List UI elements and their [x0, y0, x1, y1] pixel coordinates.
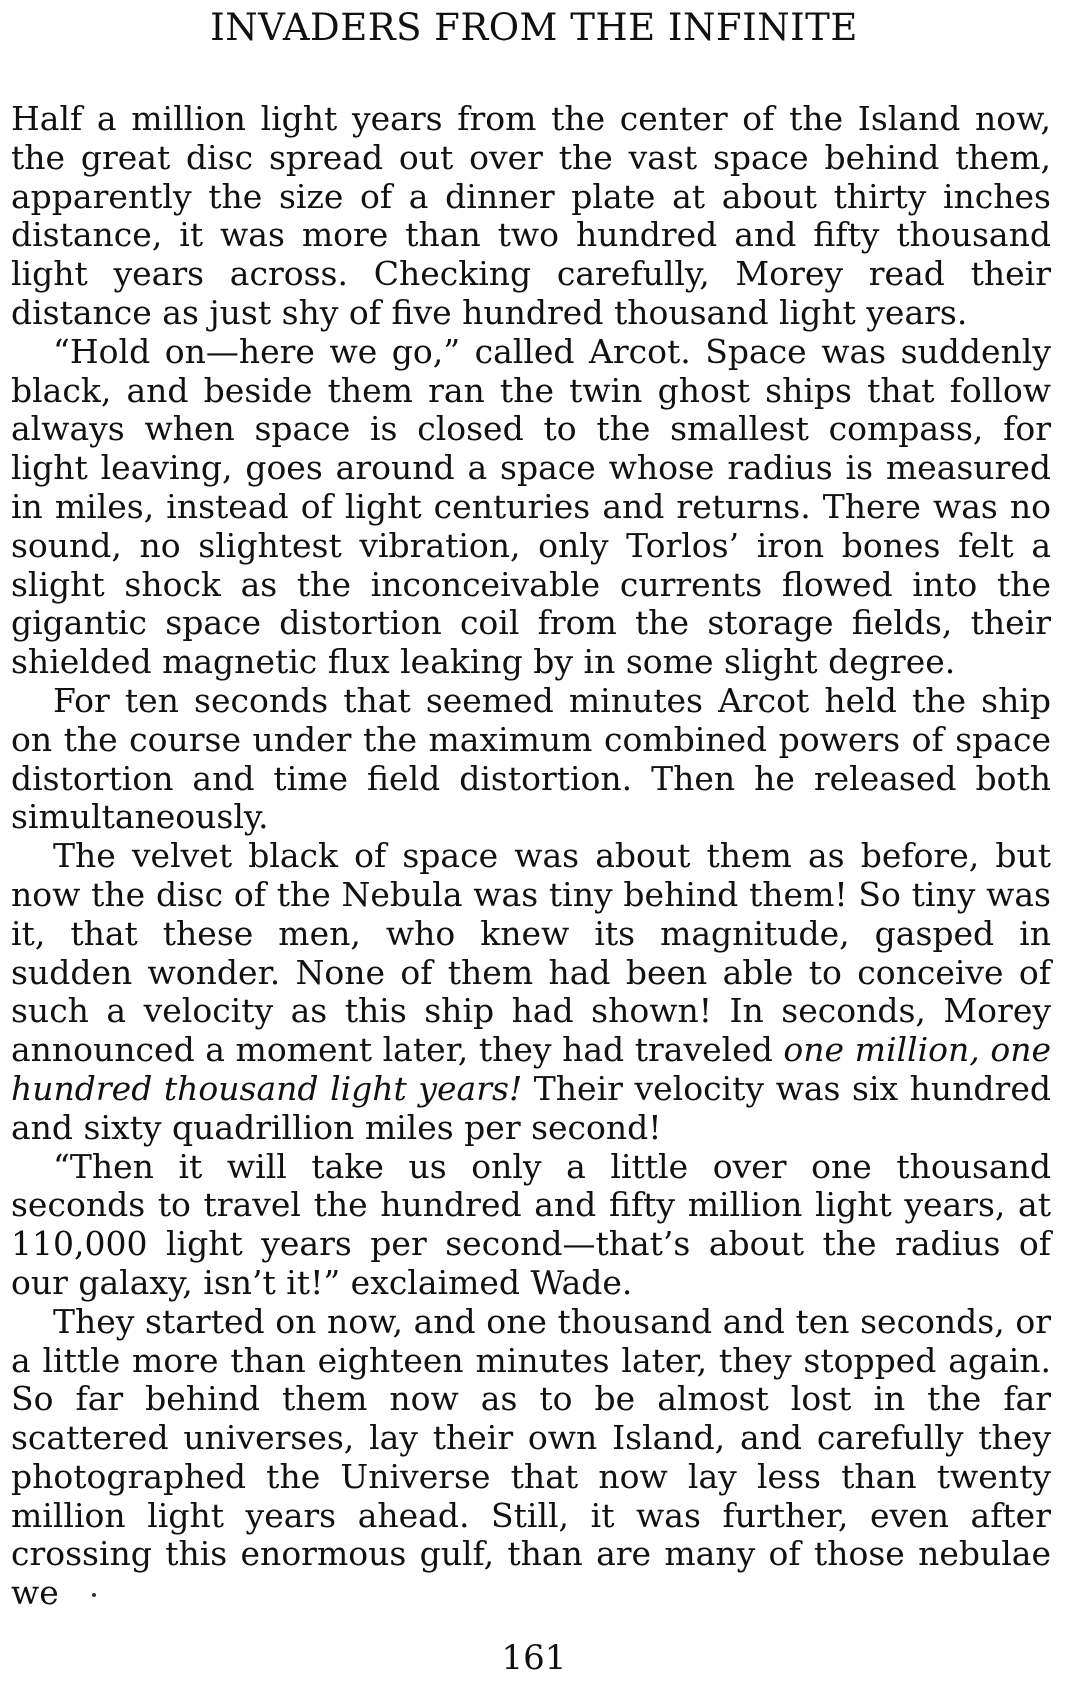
paragraph-2: “Hold on—here we go,” called Arcot. Space was suddenly black, and beside them ran the twin ghost ships that follow always when space is closed to the smallest compass, for light leaving, goes around a space whose radius is measured in miles, instead of light centuries and returns. There was no sound, no slightest vibration, only Torlos’ iron bones felt a slight shock as the inconceivable currents flowed into the gigantic space distortion coil from the storage fields, their shielded magnetic flux leaking by in some slight degree.	[11, 331, 1051, 682]
paragraph-5: “Then it will take us only a little over one thousand seconds to travel the hundred and fifty million light years, at 110,000 light years per second—that’s about the radius of our galaxy, isn’t it!” exclaimed Wade.	[11, 1146, 1051, 1302]
body-text	[11, 100, 1051, 1613]
running-header: INVADERS FROM THE INFINITE	[210, 6, 858, 49]
page-number: 161	[501, 1638, 567, 1678]
print-speck	[92, 1593, 96, 1597]
paragraph-1: Half a million light years from the center of the Island now, the great disc spread out over the vast space behind them, apparently the size of a dinner plate at about thirty inches distance, it was more than two hundred and fifty thousand light years across. Checking carefully, Morey read their distance as just shy of five hundred thousand light years.	[11, 99, 1051, 332]
paragraph-4	[11, 837, 1051, 1147]
paragraph-4-text-b: Their velocity was six hundred and sixty quadrillion miles per second!	[11, 1068, 1051, 1147]
paragraph-4-emphasis: one million, one hundred thousand light years!	[11, 1030, 1052, 1108]
paragraph-3: For ten seconds that seemed minutes Arcot held the ship on the course under the maximum combined powers of space distortion and time field distortion. Then he released both simultaneously.	[11, 680, 1051, 837]
paragraph-4-text-a: The velvet black of space was about them as before, but now the disc of the Nebula was tiny behind them! So tiny was it, that these men, who knew its magnitude, gasped in sudden wonder. None of them had been able to conceive of such a velocity as this ship had shown! In seconds, Morey announced a moment later, they had traveled	[11, 836, 1051, 1070]
paragraph-6: They started on now, and one thousand and ten seconds, or a little more than eighteen minutes later, they stopped again. So far behind them now as to be almost lost in the far scattered universes, lay their own Island, and carefully they photographed the Universe that now lay less than twenty million light years ahead. Still, it was further, even after crossing this enormous gulf, than are many of those nebulae we	[11, 1301, 1051, 1613]
